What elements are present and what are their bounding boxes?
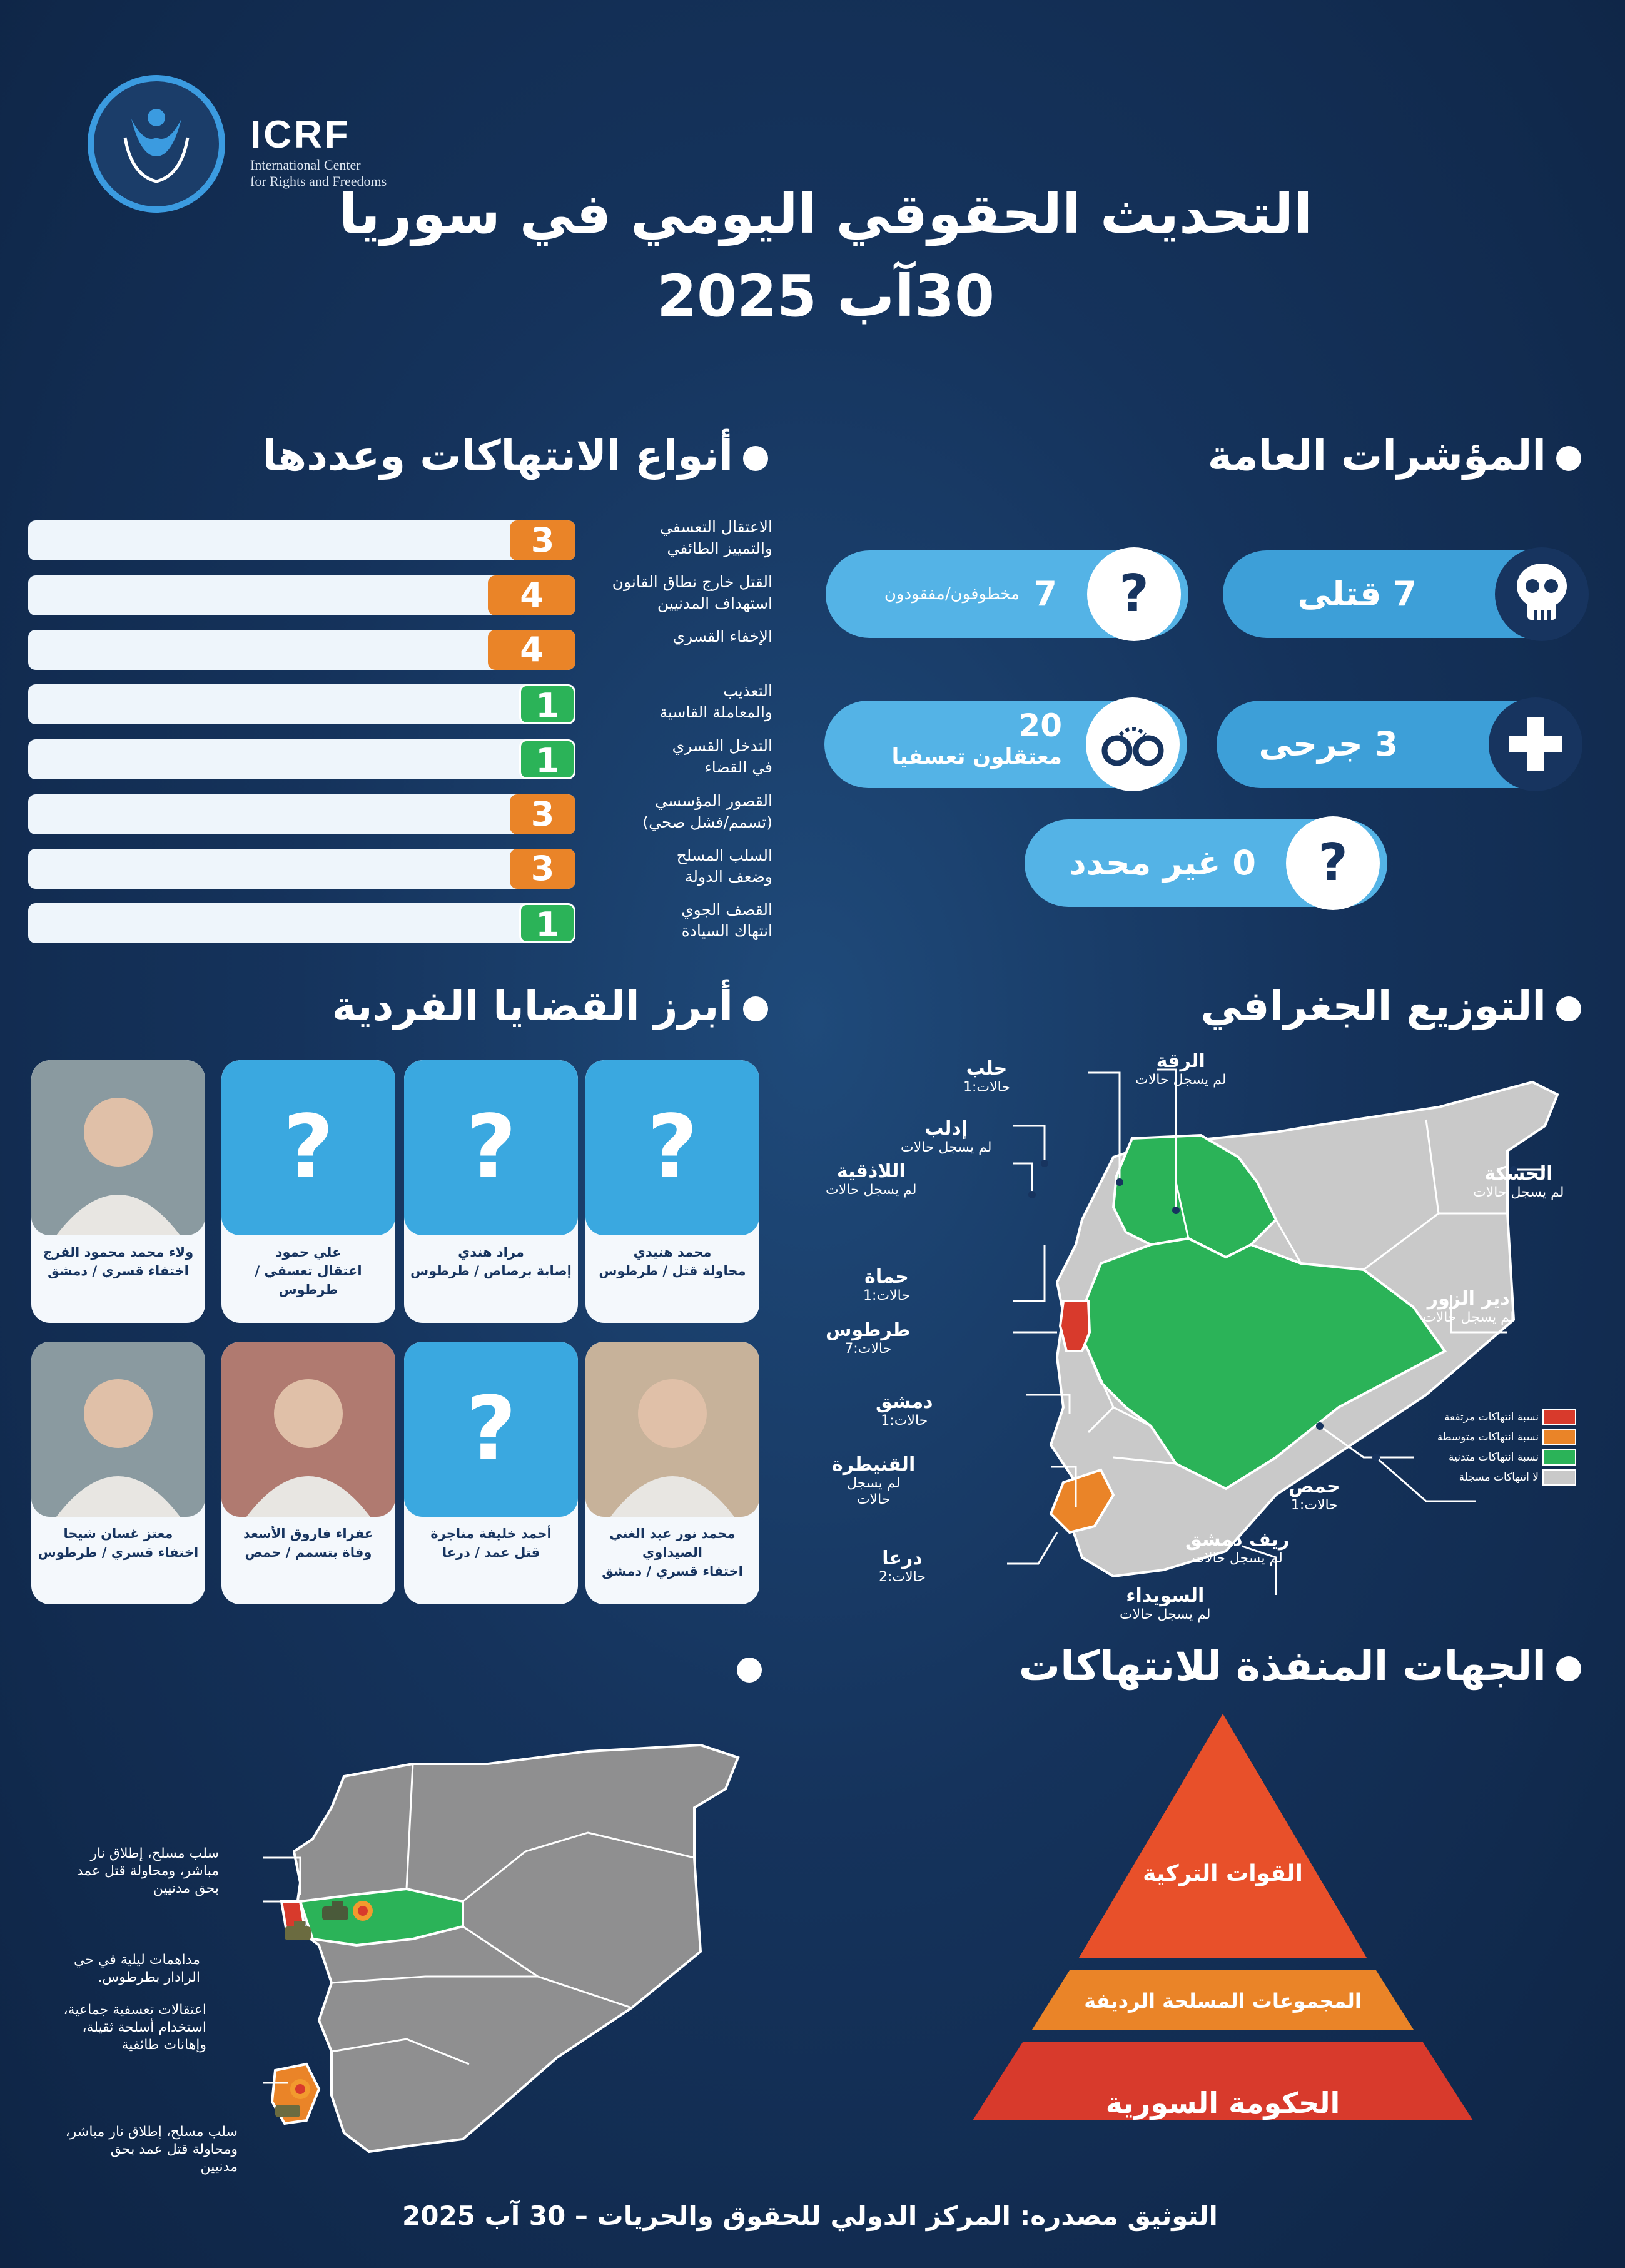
label-tartus: طرطوس حالات:7 xyxy=(826,1319,911,1357)
violation-row xyxy=(28,903,772,943)
label-damascus: دمشق حالات:1 xyxy=(876,1391,933,1429)
case-card[interactable] xyxy=(31,1342,205,1604)
case-desc: قتل عمد / درعا xyxy=(442,1545,540,1560)
violation-bar xyxy=(28,684,575,724)
case-name: عفراء فاروق الأسعد xyxy=(243,1526,374,1541)
bullet-dot xyxy=(1556,996,1581,1021)
case-desc: اختفاء قسري / دمشق xyxy=(602,1564,743,1579)
handcuffs-icon xyxy=(1086,697,1180,791)
label-sweida: السويداء لم يسجل حالات xyxy=(1120,1585,1211,1623)
logo-line1: International Center xyxy=(250,157,361,173)
question-icon: ? xyxy=(585,1060,759,1235)
case-caption xyxy=(408,1524,574,1562)
page-title: التحديث الحقوقي اليومي في سوريا xyxy=(338,181,1313,246)
violation-row xyxy=(28,575,772,615)
case-photo xyxy=(221,1342,395,1517)
violation-label: التعذيب والمعاملة القاسية xyxy=(659,682,772,721)
violation-count: 1 xyxy=(519,684,575,724)
heading-perpetrators: الجهات المنفذة للانتهاكات xyxy=(1019,1642,1581,1690)
case-name: علي حمود xyxy=(275,1245,342,1260)
event-note-1: سلب مسلح، إطلاق نار مباشر، ومحاولة قتل عمد بحق مدنيين xyxy=(76,1846,219,1896)
heading-geo: التوزيع الجغرافي xyxy=(1201,982,1581,1030)
bullet-dot xyxy=(1556,446,1581,471)
label-rif-damascus: ريف دمشق لم يسجل حالات xyxy=(1185,1529,1290,1566)
region-tartus xyxy=(1060,1301,1090,1351)
people-hands-icon xyxy=(119,100,194,188)
case-name: معتز غسان شيحا xyxy=(63,1526,173,1541)
legend-label: نسبة انتهاكات متوسطة xyxy=(1437,1431,1539,1444)
heading-indicators: المؤشرات العامة xyxy=(1208,432,1581,480)
case-caption xyxy=(35,1243,201,1280)
case-card[interactable] xyxy=(404,1060,578,1323)
kidnapped-label: مخطوفون/مفقودون xyxy=(884,585,1020,604)
violation-row xyxy=(28,627,772,670)
case-card[interactable] xyxy=(404,1342,578,1604)
case-card[interactable] xyxy=(585,1342,759,1604)
page-date: 30آب 2025 xyxy=(656,263,995,330)
violation-count: 4 xyxy=(488,630,575,670)
bullet-dot xyxy=(743,446,768,471)
legend-item xyxy=(1401,1447,1576,1467)
case-caption xyxy=(589,1243,756,1280)
legend-label: نسبة انتهاكات مرتفعة xyxy=(1444,1411,1539,1424)
question-icon: ? xyxy=(1286,816,1380,910)
violation-row xyxy=(28,684,772,724)
violation-label: القتل خارج نطاق القانون استهداف المدنيين xyxy=(612,573,772,612)
violation-label: الإخفاء القسري xyxy=(672,627,772,645)
case-caption xyxy=(225,1524,392,1562)
killed-indicator xyxy=(1223,550,1586,638)
logo-line2: for Rights and Freedoms xyxy=(250,173,387,189)
case-desc: اختفاء قسري / طرطوس xyxy=(38,1545,199,1560)
violation-label: السلب المسلح وضعف الدولة xyxy=(676,846,772,886)
pyramid-level-armed-groups: المجموعات المسلحة الرديفة xyxy=(1084,1989,1362,2013)
label-daraa: درعا حالات:2 xyxy=(879,1547,926,1585)
case-desc: وفاة بتسمم / حمص xyxy=(245,1545,372,1560)
case-name: مراد هندي xyxy=(458,1245,524,1260)
violation-count: 1 xyxy=(519,739,575,779)
case-caption xyxy=(225,1243,392,1299)
case-desc: محاولة قتل / طرطوس xyxy=(599,1263,746,1278)
legend-swatch xyxy=(1542,1449,1576,1466)
violation-bar xyxy=(28,794,575,834)
label-quneitra: القنيطرة لم يسجل حالات xyxy=(832,1454,916,1507)
event-note-2: مداهمات ليلية في حي الرادار بطرطوس. xyxy=(73,1952,200,1985)
footer-source: التوثيق مصدره: المركز الدولي للحقوق والحريات – 30 آب 2025 xyxy=(402,2200,1218,2231)
legend-item xyxy=(1401,1467,1576,1487)
medical-cross-icon xyxy=(1489,697,1582,791)
violation-count: 3 xyxy=(510,849,575,889)
logo-text xyxy=(250,113,387,190)
violation-row xyxy=(28,794,772,834)
unknown-text: 0 غير محدد xyxy=(1069,843,1256,883)
bullet-dot xyxy=(743,996,768,1021)
syria-map-geo xyxy=(926,1057,1582,1607)
violation-row xyxy=(28,520,772,560)
label-hasakah: الحسكة لم يسجل حالات xyxy=(1473,1163,1564,1200)
violation-label: القصور المؤسسي (تسمم/فشل صحي) xyxy=(642,792,772,831)
tank-icon xyxy=(275,2105,300,2117)
case-photo xyxy=(31,1060,205,1235)
violation-count: 4 xyxy=(488,575,575,615)
violation-label: التدخل القسري في القضاء xyxy=(672,737,772,776)
label-latakia: اللاذقية لم يسجل حالات xyxy=(826,1160,917,1198)
question-icon: ? xyxy=(1087,547,1181,641)
violation-bar xyxy=(28,903,575,943)
case-card[interactable] xyxy=(31,1060,205,1323)
violation-count: 3 xyxy=(510,794,575,834)
heading-cases: أبرز القضايا الفردية xyxy=(332,982,768,1030)
case-name: محمد نور عبد الغني الصيداوي xyxy=(609,1526,736,1560)
case-name: محمد هنيدي xyxy=(633,1245,712,1260)
case-desc: اعتقال تعسفي / طرطوس xyxy=(255,1263,362,1297)
violation-bar xyxy=(28,739,575,779)
skull-icon xyxy=(1495,547,1589,641)
case-caption xyxy=(35,1524,201,1562)
legend-swatch xyxy=(1542,1429,1576,1445)
question-icon: ? xyxy=(221,1060,395,1235)
violation-count: 3 xyxy=(510,520,575,560)
case-name: ولاء محمد محمود الفرج xyxy=(43,1245,194,1260)
event-note-4: سلب مسلح، إطلاق نار مباشر، ومحاولة قتل عمد بحق مدنيين xyxy=(65,2124,238,2175)
kidnapped-count: 7 xyxy=(1033,574,1057,614)
detained-label: معتقلون تعسفيا xyxy=(891,744,1062,769)
bullet-dot xyxy=(737,1658,762,1683)
violation-bar xyxy=(28,630,575,670)
case-photo xyxy=(31,1342,205,1517)
case-card[interactable] xyxy=(221,1060,395,1323)
pyramid-level-government: الحكومة السورية xyxy=(1105,2086,1340,2120)
map-legend xyxy=(1401,1407,1576,1487)
wounded-indicator xyxy=(1217,701,1579,788)
case-photo xyxy=(585,1342,759,1517)
syria-map-events xyxy=(263,1739,763,2164)
explosion-icon xyxy=(290,2079,310,2099)
legend-item xyxy=(1401,1427,1576,1447)
label-homs: حمص حالات:1 xyxy=(1288,1476,1340,1513)
case-caption xyxy=(408,1243,574,1280)
violation-label: الاعتقال التعسفي والتمييز الطائفي xyxy=(660,518,772,557)
violation-label: القصف الجوي انتهاك السيادة xyxy=(681,901,772,940)
case-card[interactable] xyxy=(221,1342,395,1604)
pyramid-level-turkish: القوات التركية xyxy=(1143,1861,1303,1886)
case-desc: إصابة برصاص / طرطوس xyxy=(410,1263,572,1278)
legend-item xyxy=(1401,1407,1576,1427)
violation-count: 1 xyxy=(519,903,575,943)
question-icon: ? xyxy=(404,1060,578,1235)
bullet-dot xyxy=(1556,1656,1581,1681)
label-hama: حماة حالات:1 xyxy=(863,1266,910,1304)
explosion-icon xyxy=(353,1901,373,1921)
question-icon: ? xyxy=(404,1342,578,1517)
label-aleppo: حلب حالات:1 xyxy=(963,1058,1010,1095)
case-caption xyxy=(589,1524,756,1581)
case-desc: اختفاء قسري / دمشق xyxy=(48,1263,189,1278)
detained-indicator xyxy=(824,701,1187,788)
violation-bar xyxy=(28,520,575,560)
unknown-indicator xyxy=(1025,819,1387,907)
logo-abbr: ICRF xyxy=(250,113,351,156)
heading-violations: أنواع الانتهاكات وعددها xyxy=(263,432,768,480)
detained-count: 20 xyxy=(1018,707,1062,744)
icrf-logo xyxy=(88,75,225,213)
violation-row xyxy=(28,739,772,779)
legend-swatch xyxy=(1542,1409,1576,1425)
event-note-3: اعتقالات تعسفية جماعية، استخدام أسلحة ثقيلة، وإهانات طائفية xyxy=(63,2002,206,2053)
label-idlib: إدلب لم يسجل حالات xyxy=(901,1118,992,1155)
case-name: أحمد خليفة مناجرة xyxy=(430,1526,552,1541)
killed-text: 7 قتلى xyxy=(1297,574,1417,614)
kidnapped-indicator xyxy=(826,550,1188,638)
region-gray xyxy=(294,1745,738,2152)
case-card[interactable] xyxy=(585,1060,759,1323)
label-deir: دير الزور لم يسجل حالات xyxy=(1423,1288,1514,1325)
violation-bar xyxy=(28,575,575,615)
label-raqqa: الرقة لم يسجل حالات xyxy=(1135,1050,1227,1088)
legend-label: لا انتهاكات مسجلة xyxy=(1459,1471,1539,1484)
violation-row xyxy=(28,846,772,889)
wounded-text: 3 جرحى xyxy=(1258,724,1398,764)
violation-bar xyxy=(28,849,575,889)
legend-swatch xyxy=(1542,1469,1576,1486)
legend-label: نسبة انتهاكات متدنية xyxy=(1449,1451,1539,1464)
